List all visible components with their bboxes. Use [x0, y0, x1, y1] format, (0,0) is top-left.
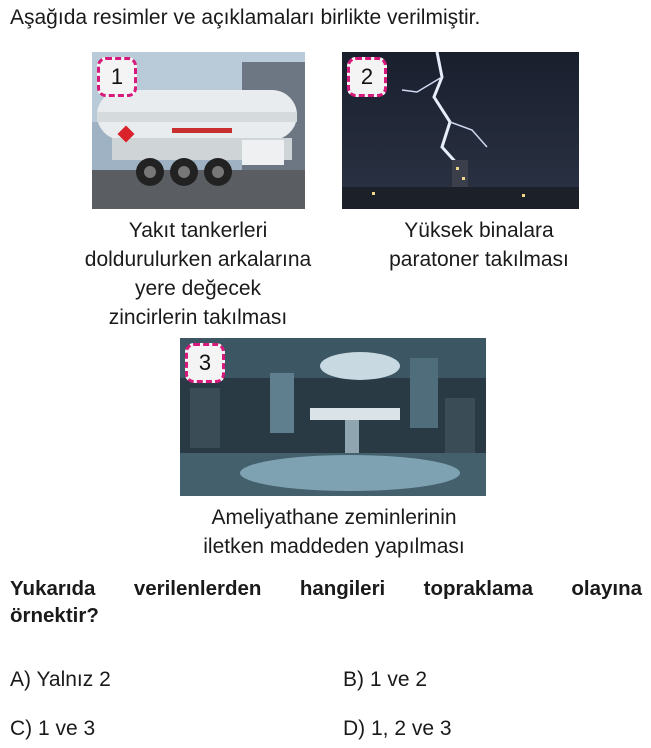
option-c[interactable]: C) 1 ve 3 [10, 717, 96, 740]
item-number-3-badge: 3 [185, 343, 225, 383]
option-a[interactable]: A) Yalnız 2 [10, 668, 111, 691]
caption-1 [85, 216, 311, 332]
caption-2-line-1: Yüksek binalara [404, 219, 554, 242]
caption-3 [203, 503, 465, 561]
caption-1-line-1: Yakıt tankerleri [128, 219, 268, 242]
item-number-1-badge: 1 [97, 57, 137, 97]
caption-3-line-1: Ameliyathane zeminlerinin [211, 506, 457, 529]
caption-2-line-2: paratoner takılması [389, 248, 569, 271]
question-text: Yukarıda verilenlerden hangileri topraklama olayına [10, 577, 642, 600]
caption-1-line-4: zincirlerin takılması [108, 306, 288, 329]
intro-text: Aşağıda resimler ve açıklamaları birlikte verilmiştir. [10, 6, 481, 29]
option-b[interactable]: B) 1 ve 2 [343, 668, 428, 691]
caption-1-line-3: yere değecek [134, 277, 262, 300]
option-d[interactable]: D) 1, 2 ve 3 [343, 717, 452, 740]
operating-room-photo [180, 338, 486, 496]
caption-2 [389, 216, 569, 274]
item-number-2-badge: 2 [347, 57, 387, 97]
caption-1-line-2: doldurulurken arkalarına [84, 248, 312, 271]
caption-3-line-2: iletken maddeden yapılması [203, 535, 465, 558]
question-text-line-2: örnektir? [10, 604, 99, 627]
